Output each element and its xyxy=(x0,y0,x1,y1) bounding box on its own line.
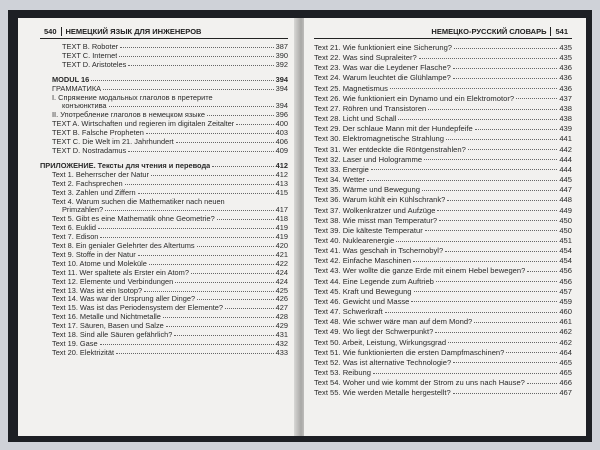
toc-entry xyxy=(40,94,288,103)
toc-entry-title: Text 9. Stoffe in der Natur xyxy=(52,250,136,259)
toc-leader-dots xyxy=(411,301,557,302)
toc-entry-page: 444 xyxy=(559,164,572,174)
toc-entry-page: 394 xyxy=(275,101,288,111)
toc-entry xyxy=(314,216,572,226)
toc-leader-dots xyxy=(527,271,557,272)
toc-leader-dots xyxy=(91,80,273,81)
toc-entry-title: Text 54. Woher und wie kommt der Strom zu uns nach Hause? xyxy=(314,378,525,388)
toc-entry-page: 465 xyxy=(559,357,572,367)
toc-leader-dots xyxy=(390,88,557,89)
toc-entry-title: Text 19. Gase xyxy=(52,340,98,348)
toc-leader-dots xyxy=(371,169,557,170)
toc-entry xyxy=(40,120,288,129)
toc-leader-dots xyxy=(448,342,557,343)
toc-entry-title: TEXT D. Aristoteles xyxy=(62,60,127,69)
toc-entry-title: Text 37. Wolkenkratzer und Aufzüge xyxy=(314,205,436,215)
toc-entry xyxy=(40,162,288,171)
toc-entry xyxy=(314,297,572,307)
toc-entry-title: Text 4. Warum suchen die Mathematiker nach neuen xyxy=(52,197,225,206)
toc-entry xyxy=(40,295,288,304)
toc-entry-title: Text 32. Laser und Hologramme xyxy=(314,154,423,164)
toc-leader-dots xyxy=(116,353,274,354)
toc-entry-title: MODUL 16 xyxy=(52,75,90,84)
toc-entry xyxy=(40,340,288,349)
toc-leader-dots xyxy=(447,200,557,201)
toc-entry-page: 412 xyxy=(275,160,288,170)
toc-entry-page: 436 xyxy=(559,83,572,93)
toc-leader-dots xyxy=(436,281,557,282)
toc-entry-title: ПРИЛОЖЕНИЕ. Тексты для чтения и перевода xyxy=(40,161,211,170)
toc-entry xyxy=(314,317,572,327)
toc-leader-dots xyxy=(398,119,557,120)
toc-entry-page: 435 xyxy=(559,53,572,63)
toc-entry xyxy=(314,327,572,337)
toc-entry xyxy=(40,233,288,242)
toc-entry xyxy=(40,129,288,138)
toc-entry xyxy=(314,378,572,388)
toc-entry-page: 418 xyxy=(275,214,288,224)
toc-entry-title: Text 20. Elektrizität xyxy=(52,348,115,357)
toc-entry-title: Text 10. Atome und Moleküle xyxy=(52,259,147,268)
toc-entry-title: Primzahlen? xyxy=(62,206,104,215)
toc-entry xyxy=(40,189,288,198)
toc-entry-title: Text 1. Beherrscher der Natur xyxy=(52,170,149,179)
toc-entry-title: I. Спряжение модальных глаголов в претерите xyxy=(52,93,213,102)
toc-leader-dots xyxy=(453,78,557,79)
toc-entry-page: 450 xyxy=(559,225,572,235)
toc-entry-page: 465 xyxy=(559,368,572,377)
toc-entry xyxy=(40,242,288,251)
toc-entry-page: 436 xyxy=(559,73,572,83)
toc-leader-dots xyxy=(428,109,557,110)
toc-entry-title: Text 50. Arbeit, Leistung, Wirkungsgrad xyxy=(314,337,447,347)
toc-entry-title: TEXT C. Internet xyxy=(62,51,118,60)
toc-leader-dots xyxy=(100,237,273,238)
toc-leader-dots xyxy=(425,230,558,231)
toc-leader-dots xyxy=(414,291,558,292)
toc-entry xyxy=(314,368,572,378)
toc-entry-title: Text 44. Eine Legende zum Auftrieb xyxy=(314,276,434,286)
toc-leader-dots xyxy=(437,210,557,211)
toc-entry-page: 422 xyxy=(275,258,288,268)
toc-entry-page: 432 xyxy=(275,339,288,348)
toc-leader-dots xyxy=(453,68,557,69)
toc-leader-dots xyxy=(367,180,557,181)
toc-entry-title: Text 21. Wie funktioniert eine Sicherung? xyxy=(314,43,453,52)
toc-entry xyxy=(40,322,288,331)
toc-entry-page: 387 xyxy=(275,42,288,51)
toc-entry xyxy=(40,147,288,156)
toc-entry xyxy=(40,331,288,340)
toc-entry xyxy=(314,388,572,398)
toc-entry-page: 441 xyxy=(559,134,572,144)
toc-leader-dots xyxy=(120,47,274,48)
toc-entry-page: 437 xyxy=(559,93,572,103)
toc-entry xyxy=(314,175,572,185)
toc-leader-dots xyxy=(166,326,274,327)
toc-leader-dots xyxy=(207,115,274,116)
toc-leader-dots xyxy=(468,149,558,150)
toc-entry xyxy=(314,63,572,73)
toc-entry-page: 419 xyxy=(275,232,288,242)
toc-entry-page: 394 xyxy=(275,83,288,93)
toc-entry xyxy=(314,307,572,317)
toc-leader-dots xyxy=(396,241,557,242)
toc-entry-title: Text 55. Wie werden Metalle hergestellt? xyxy=(314,388,451,398)
toc-leader-dots xyxy=(413,261,557,262)
toc-entry-page: 460 xyxy=(559,307,572,317)
right-page-number: 541 xyxy=(550,27,572,36)
toc-entry xyxy=(314,185,572,195)
toc-leader-dots xyxy=(146,133,274,134)
toc-entry-page: 454 xyxy=(559,246,572,256)
toc-entry xyxy=(40,43,288,52)
toc-entry-page: 447 xyxy=(559,185,572,195)
toc-leader-dots xyxy=(103,89,274,90)
toc-entry xyxy=(314,84,572,94)
toc-entry-page: 419 xyxy=(275,223,288,233)
toc-entry-title: Text 36. Warum kühlt ein Kühlschrank? xyxy=(314,195,446,205)
toc-leader-dots xyxy=(128,65,273,66)
toc-entry-page: 424 xyxy=(275,267,288,277)
toc-entry xyxy=(40,180,288,189)
toc-entry-page: 445 xyxy=(559,175,572,185)
toc-entry-title: Text 28. Licht und Schall xyxy=(314,114,397,124)
toc-entry-page: 406 xyxy=(275,137,288,147)
toc-entry xyxy=(40,260,288,269)
toc-entry xyxy=(314,246,572,256)
toc-entry-page: 409 xyxy=(275,145,288,155)
toc-entry-page: 462 xyxy=(559,327,572,337)
toc-entry-title: Text 12. Elemente und Verbindungen xyxy=(52,277,174,286)
toc-leader-dots xyxy=(435,332,557,333)
toc-entry xyxy=(40,215,288,224)
toc-entry-page: 392 xyxy=(275,59,288,69)
toc-entry-page: 448 xyxy=(559,195,572,205)
toc-entry-page: 429 xyxy=(275,321,288,331)
toc-leader-dots xyxy=(176,142,274,143)
toc-entry-page: 467 xyxy=(559,388,572,398)
toc-leader-dots xyxy=(453,362,557,363)
toc-entry xyxy=(40,287,288,296)
toc-entry-page: 456 xyxy=(559,266,572,276)
toc-entry-page: 433 xyxy=(275,347,288,357)
toc-entry-page: 451 xyxy=(559,235,572,245)
toc-entry-title: Text 30. Elektromagnetische Strahlung xyxy=(314,134,445,144)
toc-leader-dots xyxy=(445,251,557,252)
toc-entry-page: 396 xyxy=(275,110,288,120)
toc-leader-dots xyxy=(475,129,558,130)
toc-entry-title: TEXT A. Wirtschaften und regieren im digitalen Zeitalter xyxy=(52,120,235,129)
toc-entry-title: Text 42. Einfache Maschinen xyxy=(314,256,412,266)
toc-entry xyxy=(314,124,572,134)
toc-leader-dots xyxy=(419,58,558,59)
toc-entry xyxy=(40,61,288,70)
toc-entry-page: 421 xyxy=(275,249,288,259)
toc-entry xyxy=(314,348,572,358)
right-page-header xyxy=(314,24,572,39)
toc-leader-dots xyxy=(109,106,274,107)
toc-entry xyxy=(40,171,288,180)
toc-entry-page: 439 xyxy=(559,124,572,134)
toc-entry-title: Text 26. Wie funktioniert ein Dynamo und ein Elektromotor? xyxy=(314,93,515,103)
toc-entry-page: 425 xyxy=(275,285,288,295)
toc-leader-dots xyxy=(163,317,274,318)
toc-entry-page: 431 xyxy=(275,330,288,340)
toc-entry xyxy=(314,134,572,144)
toc-entry-title: Text 15. Was ist das Periodensystem der Elemente? xyxy=(52,304,224,313)
toc-entry-title: Text 49. Wo liegt der Schwerpunkt? xyxy=(314,327,434,337)
toc-entry-title: Text 40. Nuklearenergie xyxy=(314,235,395,245)
toc-entry-title: TEXT B. Roboter xyxy=(62,43,119,51)
toc-entry-title: Text 27. Röhren und Transistoren xyxy=(314,103,427,113)
left-running-head: НЕМЕЦКИЙ ЯЗЫК ДЛЯ ИНЖЕНЕРОВ xyxy=(65,26,202,36)
toc-entry-page: 436 xyxy=(559,63,572,73)
toc-entry-title: Text 51. Wie funktionierten die ersten Dampfmaschinen? xyxy=(314,347,505,357)
toc-entry-page: 456 xyxy=(559,276,572,286)
toc-entry-page: 438 xyxy=(559,114,572,124)
toc-entry-title: TEXT C. Die Welt im 21. Jahrhundert xyxy=(52,138,174,147)
right-toc-list xyxy=(314,43,572,398)
toc-entry-page: 464 xyxy=(559,347,572,357)
toc-leader-dots xyxy=(128,151,273,152)
toc-entry-page: 457 xyxy=(559,286,572,296)
toc-entry-title: Text 6. Euklid xyxy=(52,224,96,233)
left-page-number: 540 xyxy=(40,27,62,36)
toc-leader-dots xyxy=(422,190,557,191)
toc-entry xyxy=(314,165,572,175)
toc-entry xyxy=(314,236,572,246)
toc-entry-page: 403 xyxy=(275,128,288,138)
toc-entry-title: Text 45. Kraft und Bewegung xyxy=(314,286,412,296)
toc-leader-dots xyxy=(225,308,274,309)
toc-entry xyxy=(40,251,288,260)
toc-leader-dots xyxy=(454,48,557,49)
toc-entry xyxy=(314,145,572,155)
toc-entry-page: 390 xyxy=(275,50,288,60)
toc-entry-title: Text 18. Sind alle Säuren gefährlich? xyxy=(52,331,173,340)
toc-entry-title: Text 2. Fachsprechen xyxy=(52,179,123,188)
toc-entry xyxy=(40,76,288,85)
toc-entry-title: ГРАММАТИКА xyxy=(52,84,102,93)
toc-entry xyxy=(314,287,572,297)
toc-leader-dots xyxy=(506,352,557,353)
toc-leader-dots xyxy=(174,335,273,336)
toc-entry-page: 415 xyxy=(275,187,288,197)
toc-entry-page: 461 xyxy=(559,317,572,327)
toc-leader-dots xyxy=(373,373,557,374)
toc-entry-title: Text 31. Wer entdeckte die Röntgenstrahlen? xyxy=(314,144,466,154)
toc-entry-title: Text 47. Schwerkraft xyxy=(314,307,383,317)
toc-entry xyxy=(314,104,572,114)
toc-entry xyxy=(314,155,572,165)
toc-entry-page: 438 xyxy=(559,103,572,113)
toc-leader-dots xyxy=(100,344,274,345)
toc-entry-title: Text 16. Metalle und Nichtmetalle xyxy=(52,313,161,322)
toc-leader-dots xyxy=(138,193,274,194)
toc-entry-title: Text 39. Die kälteste Temperatur xyxy=(314,225,423,235)
toc-leader-dots xyxy=(453,393,558,394)
left-toc-list xyxy=(40,43,288,358)
toc-entry xyxy=(314,43,572,53)
toc-entry xyxy=(40,52,288,61)
toc-leader-dots xyxy=(144,291,274,292)
toc-entry xyxy=(40,313,288,322)
toc-entry-title: TEXT B. Falsche Propheten xyxy=(52,129,144,138)
toc-entry xyxy=(40,278,288,287)
toc-entry xyxy=(314,277,572,287)
toc-leader-dots xyxy=(119,56,273,57)
toc-entry-title: Text 35. Wärme und Bewegung xyxy=(314,185,420,195)
toc-entry-page: 449 xyxy=(559,205,572,215)
toc-leader-dots xyxy=(217,219,274,220)
toc-entry-title: Text 34. Wetter xyxy=(314,175,365,185)
toc-entry-page: 420 xyxy=(275,241,288,251)
toc-entry-title: Text 24. Warum leuchtet die Glühlampe? xyxy=(314,73,451,83)
toc-entry-title: Text 38. Wie misst man Temperatur? xyxy=(314,215,438,225)
toc-entry-title: Text 5. Gibt es eine Mathematik ohne Geometrie? xyxy=(52,215,215,224)
toc-entry-page: 466 xyxy=(559,378,572,388)
toc-leader-dots xyxy=(149,264,274,265)
toc-entry-title: Text 3. Zahlen und Ziffern xyxy=(52,188,136,197)
toc-leader-dots xyxy=(138,255,274,256)
toc-entry-title: II. Употребление глаголов в немецком языке xyxy=(52,111,205,120)
toc-leader-dots xyxy=(212,166,273,167)
toc-leader-dots xyxy=(446,139,557,140)
toc-leader-dots xyxy=(191,273,274,274)
toc-entry-page: 435 xyxy=(559,43,572,52)
toc-entry xyxy=(314,114,572,124)
toc-entry-title: Text 23. Was war die Leydener Flasche? xyxy=(314,63,451,73)
toc-entry xyxy=(314,266,572,276)
toc-leader-dots xyxy=(98,228,274,229)
toc-entry xyxy=(314,94,572,104)
toc-entry-page: 413 xyxy=(275,178,288,188)
open-book xyxy=(8,10,592,442)
toc-leader-dots xyxy=(385,312,558,313)
toc-entry xyxy=(40,198,288,207)
toc-entry-page: 444 xyxy=(559,154,572,164)
toc-entry xyxy=(40,224,288,233)
toc-leader-dots xyxy=(527,383,557,384)
toc-entry-title: Text 22. Was sind Supraleiter? xyxy=(314,53,417,63)
toc-entry xyxy=(40,102,288,111)
toc-entry-title: Text 17. Säuren, Basen und Salze xyxy=(52,322,164,331)
toc-entry xyxy=(314,206,572,216)
toc-entry-page: 417 xyxy=(275,205,288,215)
toc-leader-dots xyxy=(197,246,274,247)
toc-leader-dots xyxy=(236,124,273,125)
toc-leader-dots xyxy=(125,184,274,185)
toc-entry xyxy=(314,53,572,63)
toc-entry-title: TEXT D. Nostradamus xyxy=(52,146,127,155)
left-page xyxy=(18,18,300,436)
toc-entry-title: Text 53. Reibung xyxy=(314,368,371,377)
toc-entry-title: Text 13. Was ist ein Isotop? xyxy=(52,286,143,295)
toc-entry xyxy=(314,256,572,266)
toc-entry xyxy=(40,111,288,120)
toc-entry xyxy=(40,349,288,358)
toc-entry xyxy=(314,226,572,236)
toc-leader-dots xyxy=(474,322,557,323)
toc-entry-page: 400 xyxy=(275,119,288,129)
toc-entry-title: Text 41. Was geschah in Tschernobyl? xyxy=(314,246,444,256)
toc-entry-title: конъюнктива xyxy=(62,102,107,111)
toc-entry xyxy=(40,269,288,278)
toc-entry-page: 424 xyxy=(275,276,288,286)
toc-entry-page: 450 xyxy=(559,215,572,225)
toc-entry-page: 412 xyxy=(275,169,288,179)
toc-entry xyxy=(314,358,572,368)
toc-entry xyxy=(314,338,572,348)
toc-entry-title: Text 43. Wer wollte die ganze Erde mit einem Hebel bewegen? xyxy=(314,266,526,276)
toc-leader-dots xyxy=(151,175,274,176)
toc-entry-page: 428 xyxy=(275,312,288,322)
right-page xyxy=(304,18,586,436)
toc-entry-title: Text 7. Edison xyxy=(52,233,99,242)
toc-leader-dots xyxy=(197,299,274,300)
toc-entry-title: Text 8. Ein genialer Gelehrter des Altertums xyxy=(52,242,195,251)
toc-leader-dots xyxy=(516,98,557,99)
toc-entry-title: Text 46. Gewicht und Masse xyxy=(314,296,410,306)
toc-entry xyxy=(40,206,288,215)
toc-leader-dots xyxy=(105,210,274,211)
toc-entry-page: 427 xyxy=(275,303,288,313)
toc-leader-dots xyxy=(439,220,557,221)
toc-entry-title: Text 25. Magnetismus xyxy=(314,83,388,93)
left-page-header xyxy=(40,24,288,39)
toc-entry-page: 459 xyxy=(559,296,572,306)
toc-entry-page: 454 xyxy=(559,256,572,266)
toc-entry-page: 442 xyxy=(559,144,572,154)
toc-entry-page: 394 xyxy=(275,74,288,84)
toc-entry-title: Text 52. Was ist alternative Technologie? xyxy=(314,357,452,367)
right-running-head: НЕМЕЦКО-РУССКИЙ СЛОВАРЬ xyxy=(431,26,547,36)
toc-entry-title: Text 29. Der schlaue Mann mit der Hundepfeife xyxy=(314,124,473,134)
toc-entry-title: Text 33. Energie xyxy=(314,164,369,174)
toc-entry-title: Text 11. Wer spaltete als Erster ein Atom? xyxy=(52,268,189,277)
toc-entry xyxy=(314,195,572,205)
toc-entry xyxy=(40,138,288,147)
toc-entry xyxy=(40,85,288,94)
toc-leader-dots xyxy=(424,159,557,160)
toc-entry-page: 462 xyxy=(559,337,572,347)
toc-entry xyxy=(40,304,288,313)
toc-entry-title: Text 14. Was war der Ursprung aller Dinge? xyxy=(52,295,196,304)
toc-entry-title: Text 48. Wie schwer wäre man auf dem Mond? xyxy=(314,317,473,327)
toc-entry-page: 426 xyxy=(275,294,288,304)
toc-entry xyxy=(314,73,572,83)
toc-leader-dots xyxy=(175,282,273,283)
